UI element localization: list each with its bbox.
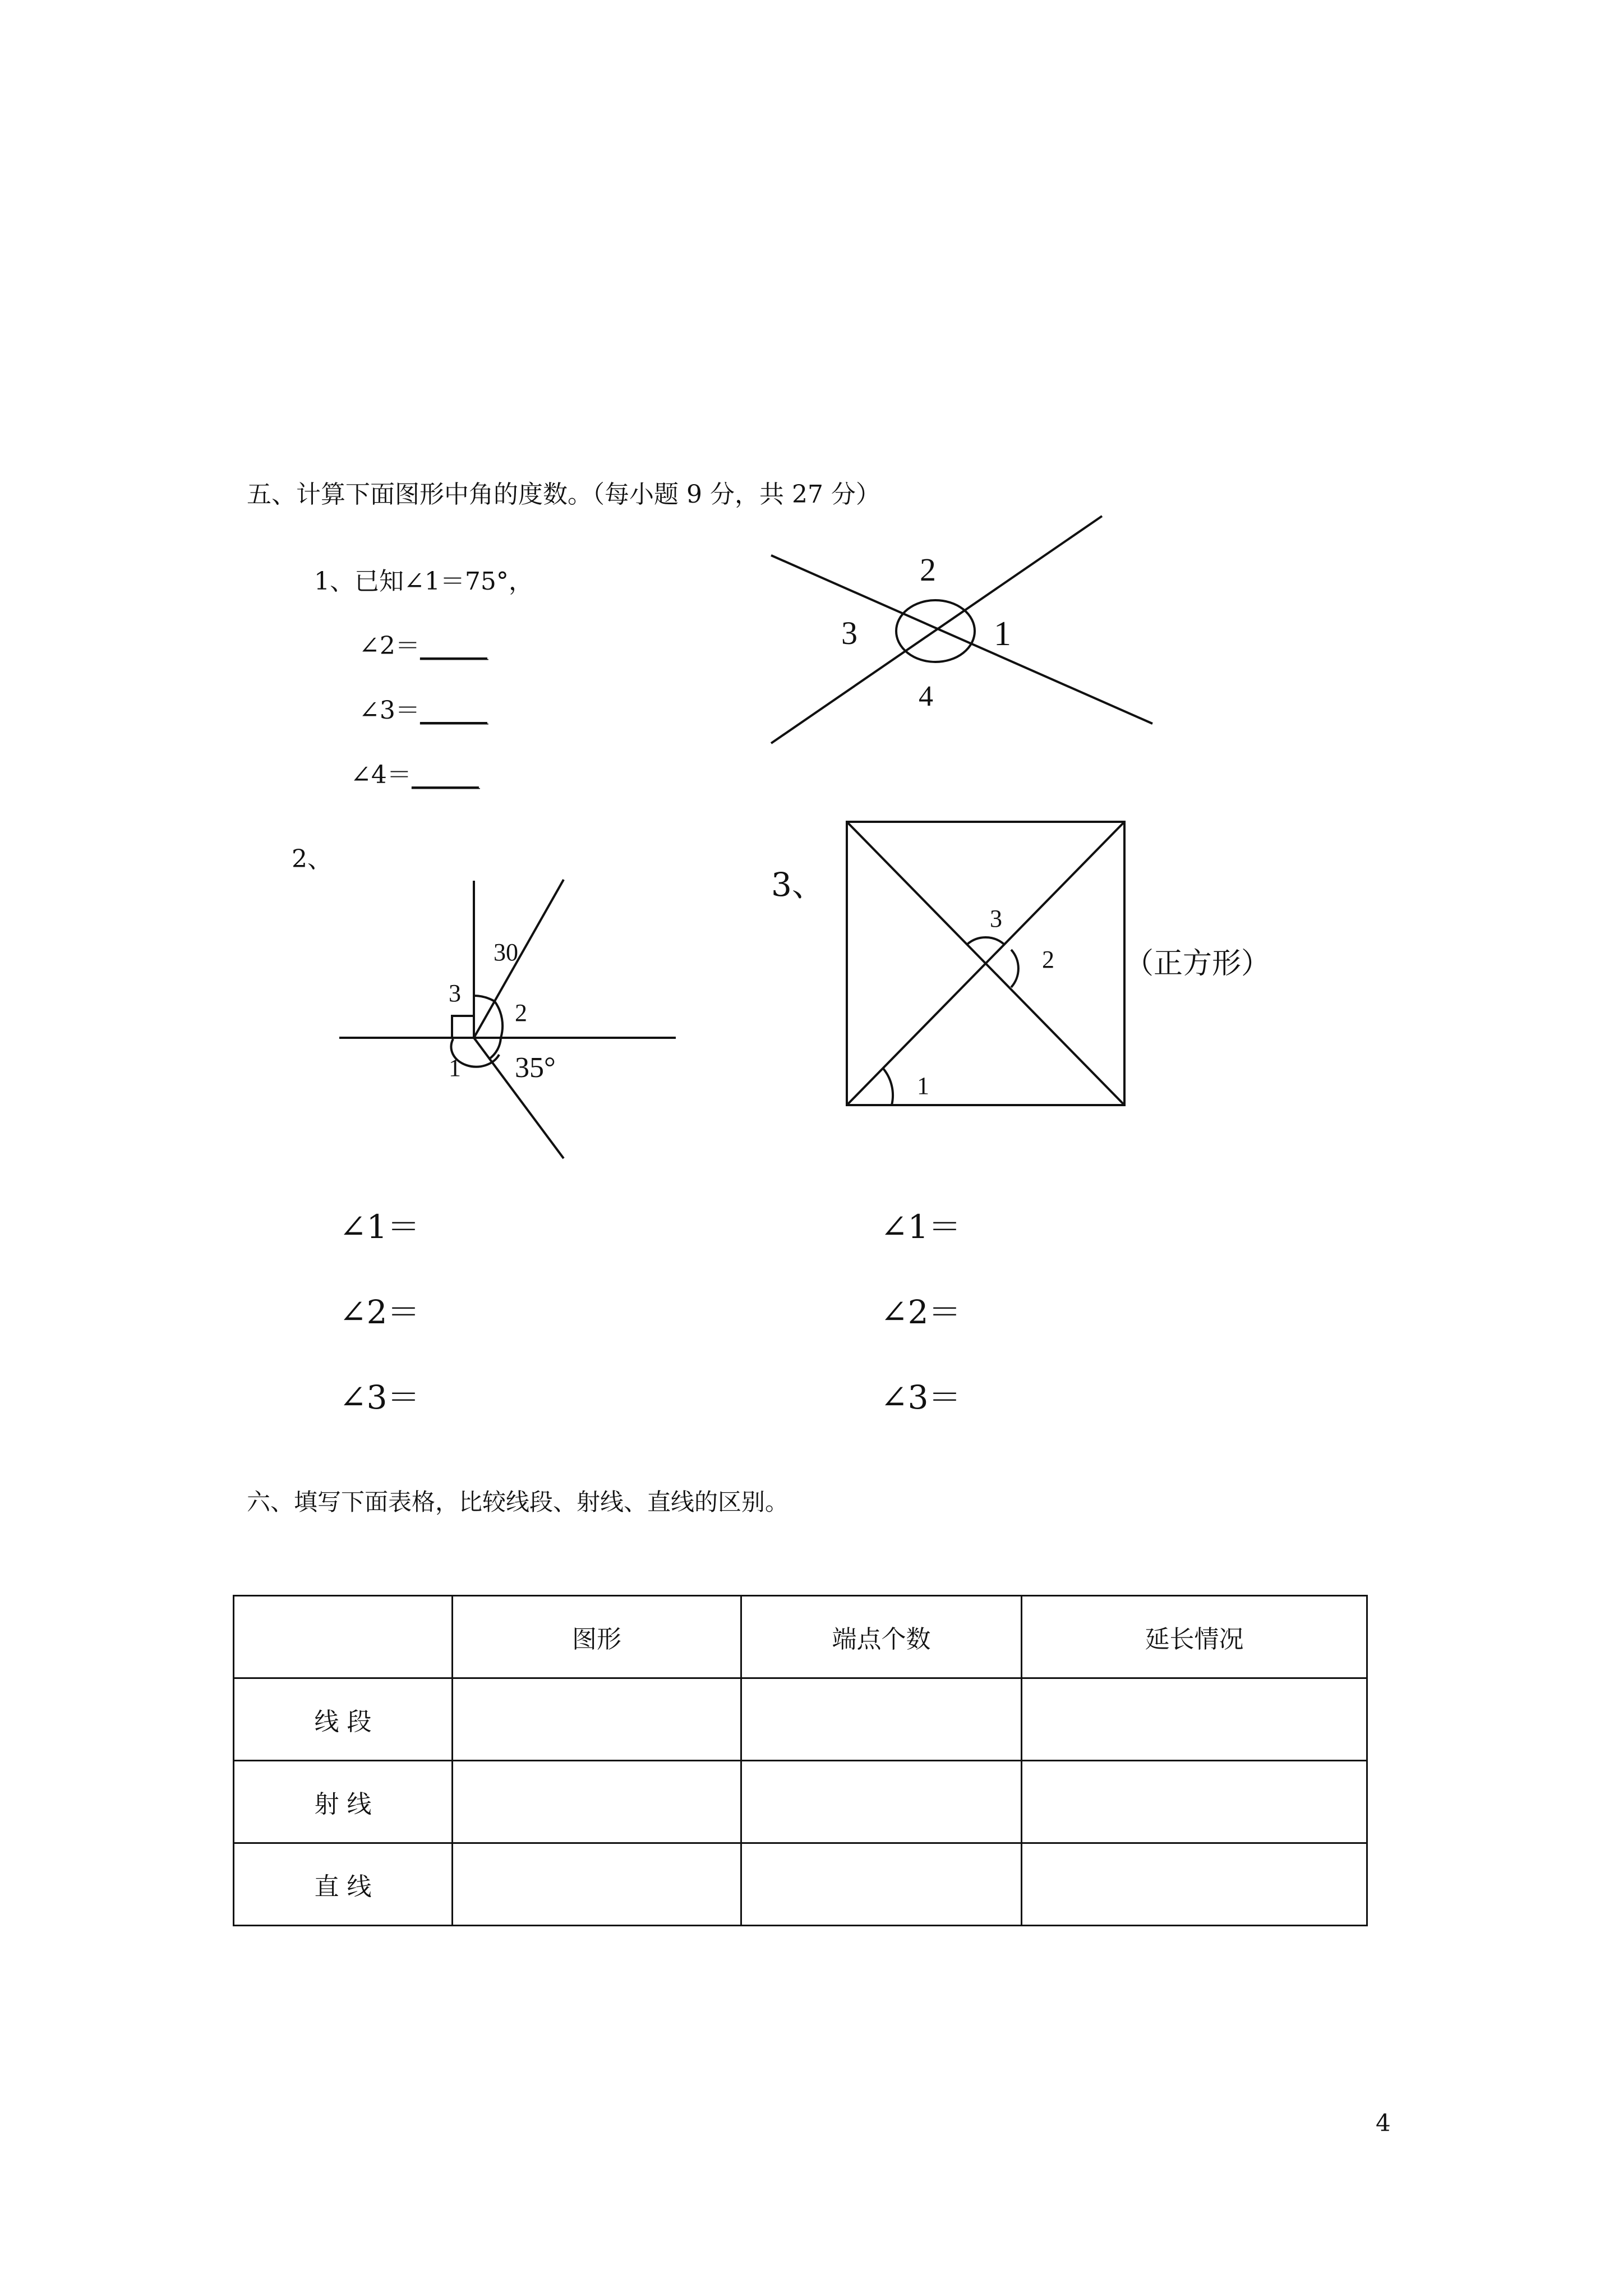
table-header-endpoints: 端点个数	[741, 1596, 1022, 1678]
q1-angle4-blank[interactable]: ______	[411, 761, 479, 789]
fig2-label-30: 30	[494, 938, 518, 966]
fig3-arc-2	[1011, 950, 1018, 987]
q1-angle2-label: ∠2＝	[359, 632, 420, 660]
fig2-arc-2	[495, 1001, 502, 1038]
table-row	[234, 1843, 1367, 1926]
cell-ray-extension[interactable]	[1022, 1761, 1367, 1843]
fig3-shape-note: （正方形）	[1124, 947, 1271, 981]
q2-answer-3: ∠3＝	[339, 1378, 420, 1416]
fig3-label-3: 3	[990, 905, 1002, 932]
comparison-table	[233, 1595, 1368, 1926]
q2-answer-2: ∠2＝	[339, 1293, 420, 1331]
cell-segment-endpoints[interactable]	[741, 1678, 1022, 1761]
fig3-label-1: 1	[917, 1072, 929, 1099]
fig1-label-1: 1	[994, 615, 1011, 653]
q3-number: 3、	[771, 866, 824, 904]
table-header-row	[234, 1596, 1367, 1678]
q2-number: 2、	[292, 845, 332, 873]
cell-ray-figure[interactable]	[453, 1761, 741, 1843]
table-row	[234, 1761, 1367, 1843]
q3-answer-1: ∠1＝	[880, 1208, 961, 1246]
fig3-label-2: 2	[1042, 946, 1054, 973]
section5-title: 五、计算下面图形中角的度数。（每小题 9 分，共 27 分）	[247, 480, 880, 509]
fig2-right-angle-mark	[452, 1016, 474, 1038]
q1-angle3-blank[interactable]: ______	[419, 696, 487, 725]
section6-title: 六、填写下面表格，比较线段、射线、直线的区别。	[247, 1488, 789, 1516]
cell-ray-endpoints[interactable]	[741, 1761, 1022, 1843]
fig1-label-2: 2	[920, 551, 936, 588]
q1-angle2-blank[interactable]: ______	[419, 632, 487, 660]
fig2-angle-figure	[339, 880, 676, 1158]
cell-line-extension[interactable]	[1022, 1843, 1367, 1926]
fig3-arc-3	[967, 937, 1004, 944]
fig1-line-a	[771, 555, 1152, 724]
q3-answer-3: ∠3＝	[880, 1378, 961, 1416]
table-header-corner	[234, 1596, 453, 1678]
row-label-segment: 线 段	[234, 1678, 453, 1761]
q1-angle3-label: ∠3＝	[359, 696, 420, 725]
fig1-label-4: 4	[919, 680, 933, 712]
fig2-label-35: 35°	[515, 1052, 556, 1084]
fig1-label-3: 3	[841, 615, 857, 651]
fig3-square-figure	[847, 822, 1124, 1105]
table-header-extension: 延长情况	[1022, 1596, 1367, 1678]
page-number: 4	[1376, 2109, 1391, 2137]
fig2-arc-30	[474, 996, 495, 1001]
cell-line-figure[interactable]	[453, 1843, 741, 1926]
q1-prompt: 1、已知∠1＝75°，	[314, 567, 533, 596]
fig1-line-b	[771, 516, 1102, 743]
fig2-label-3: 3	[449, 979, 461, 1007]
q2-answer-1: ∠1＝	[339, 1208, 420, 1246]
fig3-arc-1	[883, 1069, 893, 1105]
q1-angle4-label: ∠4＝	[351, 761, 412, 789]
q3-answer-2: ∠2＝	[880, 1293, 961, 1331]
table-row	[234, 1678, 1367, 1761]
cell-segment-figure[interactable]	[453, 1678, 741, 1761]
fig2-label-2: 2	[515, 999, 527, 1027]
fig1-intersecting-lines	[771, 516, 1152, 743]
cell-line-endpoints[interactable]	[741, 1843, 1022, 1926]
row-label-ray: 射 线	[234, 1761, 453, 1843]
cell-segment-extension[interactable]	[1022, 1678, 1367, 1761]
fig2-label-1: 1	[449, 1054, 461, 1082]
row-label-line: 直 线	[234, 1843, 453, 1926]
table-header-figure: 图形	[453, 1596, 741, 1678]
